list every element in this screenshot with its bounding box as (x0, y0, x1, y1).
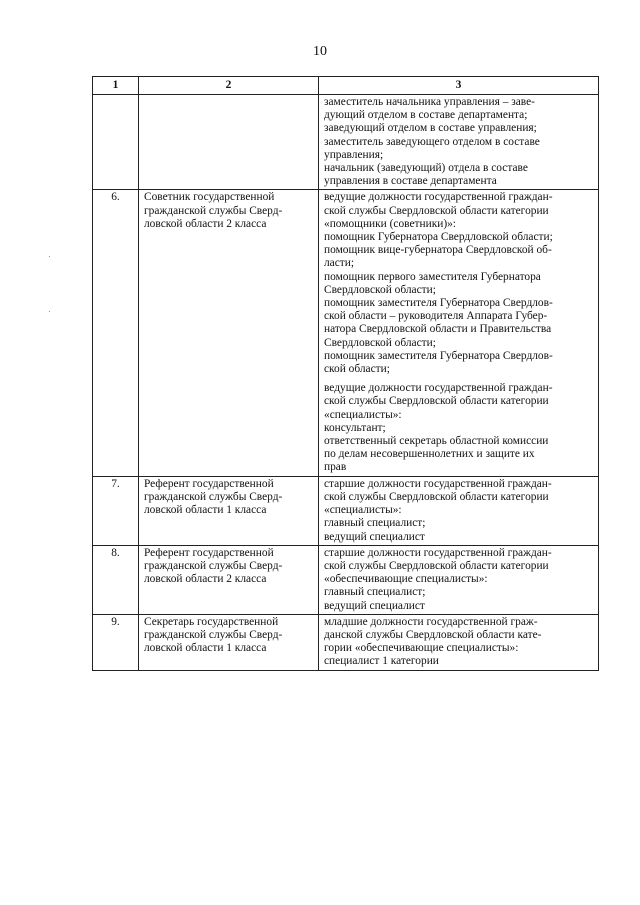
positions-line: ской области – руководителя Аппарата Губер- (324, 310, 548, 323)
positions-line: натора Свердловской области и Правительства (324, 323, 552, 336)
positions-line: Свердловской области; (324, 336, 436, 349)
class-rank-line: Советник государственной (144, 191, 275, 204)
class-rank-line: ловской области 2 класса (144, 217, 267, 230)
positions-line: ской службы Свердловской области категории (324, 395, 549, 408)
positions-line: специалист 1 категории (324, 655, 439, 668)
positions-group-cell (319, 545, 599, 614)
positions-line: помощник Губернатора Свердловской области; (324, 231, 553, 244)
positions-line: «помощники (советники)»: (324, 217, 456, 230)
positions-line: «специалисты»: (324, 408, 402, 421)
column-header: 2 (139, 77, 319, 95)
positions-line: ответственный секретарь областной комиссии (324, 435, 549, 448)
positions-line: по делам несовершеннолетних и защите их (324, 448, 535, 461)
positions-group (324, 191, 596, 376)
positions-line: консультант; (324, 421, 386, 434)
class-rank-cell (139, 190, 319, 476)
row-number-cell (93, 545, 139, 614)
positions-group-cell (319, 95, 599, 190)
positions-line: главный специалист; (324, 517, 426, 530)
class-rank-line: ловской области 2 класса (144, 573, 267, 586)
positions-group-cell (319, 190, 599, 476)
column-header: 1 (93, 77, 139, 95)
positions-line: «специалисты»: (324, 504, 402, 517)
positions-line: помощник заместителя Губернатора Свердлов- (324, 349, 553, 362)
positions-group (324, 547, 596, 613)
row-number: 6. (111, 191, 120, 204)
class-rank-line: гражданской службы Сверд- (144, 490, 283, 503)
scan-mark (49, 311, 50, 312)
row-number-cell (93, 476, 139, 545)
row-number-cell (93, 614, 139, 670)
positions-line: ской службы Свердловской области категории (324, 490, 549, 503)
positions-line: ской области; (324, 363, 390, 376)
positions-line: ской службы Свердловской области категории (324, 204, 549, 217)
scan-mark (49, 256, 50, 257)
class-rank-cell (139, 614, 319, 670)
positions-line: ведущие должности государственной граждан- (324, 191, 553, 204)
class-rank-cell (139, 476, 319, 545)
positions-line: заместитель начальника управления – заве- (324, 96, 535, 108)
positions-group-cell (319, 476, 599, 545)
positions-group (324, 96, 596, 188)
table-row (93, 614, 599, 670)
positions-line: заведующий отделом в составе управления; (324, 122, 537, 135)
positions-group-cell (319, 614, 599, 670)
positions-line: младшие должности государственной граж- (324, 615, 538, 628)
positions-group (324, 478, 596, 544)
table-header-row (93, 77, 599, 95)
positions-group (324, 382, 596, 474)
class-rank-cell (139, 95, 319, 190)
positions-line: управления в составе департамента (324, 175, 497, 188)
class-rank-line: Референт государственной (144, 546, 274, 559)
positions-line: начальник (заведующий) отдела в составе (324, 162, 528, 175)
positions-line: старшие должности государственной граждан- (324, 477, 552, 490)
class-rank-line: Референт государственной (144, 477, 274, 490)
positions-line: заместитель заведующего отделом в составе (324, 135, 540, 148)
table-row (93, 476, 599, 545)
table-row (93, 190, 599, 476)
table-row (93, 95, 599, 190)
class-rank-line: ловской области 1 класса (144, 504, 267, 517)
class-rank-line: гражданской службы Сверд- (144, 559, 283, 572)
class-rank-line: ловской области 1 класса (144, 642, 267, 655)
class-rank-cell (139, 545, 319, 614)
positions-line: управления; (324, 148, 384, 161)
positions-group (324, 616, 596, 669)
positions-line: помощник заместителя Губернатора Свердлов- (324, 297, 553, 310)
row-number-cell (93, 95, 139, 190)
positions-line: данской службы Свердловской области кате- (324, 628, 542, 641)
page-number: 10 (313, 44, 327, 59)
positions-line: Свердловской области; (324, 283, 436, 296)
row-number: 8. (111, 546, 120, 559)
positions-line: ведущий специалист (324, 599, 425, 612)
positions-line: дующий отделом в составе департамента; (324, 109, 528, 122)
positions-line: помощник первого заместителя Губернатора (324, 270, 541, 283)
class-rank-line: Секретарь государственной (144, 615, 279, 628)
positions-line: ведущий специалист (324, 530, 425, 543)
positions-line: ведущие должности государственной граждан- (324, 382, 553, 395)
positions-line: ласти; (324, 257, 355, 270)
column-header: 3 (319, 77, 599, 95)
positions-line: помощник вице-губернатора Свердловской об- (324, 244, 552, 257)
positions-line: ской службы Свердловской области категории (324, 559, 549, 572)
class-rank-line: гражданской службы Сверд- (144, 204, 283, 217)
row-number-cell (93, 190, 139, 476)
positions-line: «обеспечивающие специалисты»: (324, 573, 488, 586)
positions-line: гории «обеспечивающие специалисты»: (324, 642, 519, 655)
positions-table (92, 76, 599, 671)
class-rank-line: гражданской службы Сверд- (144, 628, 283, 641)
table-row (93, 545, 599, 614)
positions-line: главный специалист; (324, 586, 426, 599)
row-number: 7. (111, 477, 120, 490)
row-number: 9. (111, 615, 120, 628)
positions-line: старшие должности государственной граждан- (324, 546, 552, 559)
table-body (93, 95, 599, 671)
positions-line: прав (324, 461, 347, 474)
